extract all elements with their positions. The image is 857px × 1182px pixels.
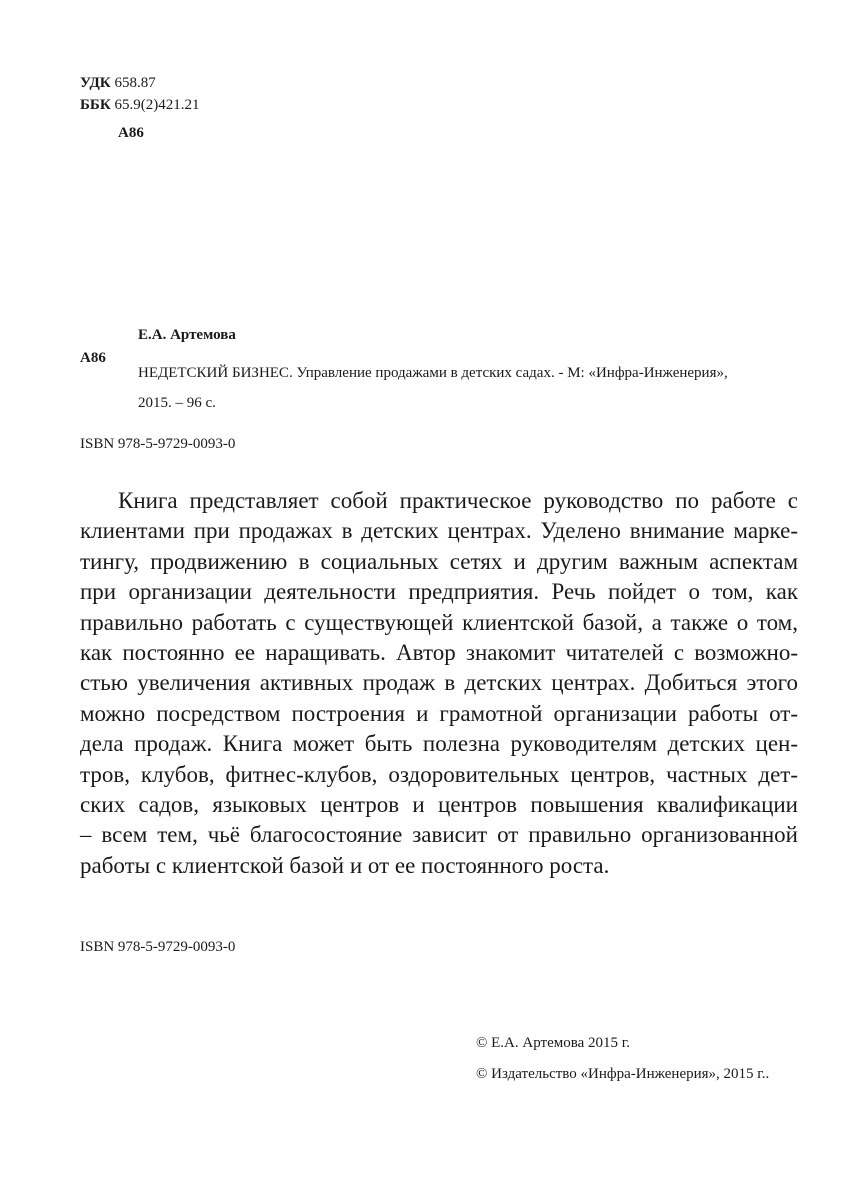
annotation-line: Книга представляет собой практическое руководство по работе с: [118, 488, 798, 513]
title-line-2: 2015. – 96 с.: [138, 395, 216, 411]
annotation-line: тингу, продвижению в социальных сетях и другим важным аспектам: [80, 548, 798, 574]
copyright-publisher: © Издательство «Инфра-Инженерия», 2015 г..: [476, 1066, 770, 1082]
annotation-line: как постоянно ее наращивать. Автор знакомит читателей с возможно-: [80, 639, 798, 665]
annotation-line: дела продаж. Книга может быть полезна руководителям детских цен-: [80, 731, 798, 757]
annotation-line: при организации деятельности предприятия. Речь пойдет о том, как: [80, 579, 798, 605]
classification-codes: [80, 72, 199, 116]
bbk-value: 65.9(2)421.21: [114, 97, 200, 113]
annotation-line: ских садов, языковых центров и центров повышения квалификации: [80, 791, 798, 817]
isbn-top: ISBN 978-5-9729-0093-0: [80, 436, 236, 452]
udk-row: [80, 72, 199, 94]
annotation-paragraph: [80, 486, 798, 881]
annotation-line: стью увеличения активных продаж в детских центрах. Добиться этого: [80, 670, 798, 696]
annotation-line: клиентами при продажах в детских центрах. Уделено внимание марке-: [80, 518, 798, 544]
annotation-line: – всем тем, чьё благосостояние зависит от правильно организованной: [80, 822, 798, 848]
udk-value: 658.87: [114, 75, 156, 91]
title-line-1: НЕДЕТСКИЙ БИЗНЕС. Управление продажами в детских садах. - М: «Инфра-Инженерия»,: [138, 365, 728, 381]
annotation-line: работы с клиентской базой и от ее постоянного роста.: [80, 852, 610, 878]
annotation-line: тров, клубов, фитнес-клубов, оздоровительных центров, частных дет-: [80, 761, 798, 787]
bibliographic-description: [138, 358, 800, 418]
isbn-bottom: ISBN 978-5-9729-0093-0: [80, 939, 236, 955]
bbk-label: ББК: [80, 97, 111, 113]
author-name: Е.А. Артемова: [138, 327, 236, 343]
annotation-line: правильно работать с существующей клиентской базой, а также о том,: [80, 609, 798, 635]
bbk-row: [80, 94, 199, 116]
author-mark-side: А86: [80, 350, 106, 366]
udk-label: УДК: [80, 75, 111, 91]
annotation-line: можно посредством построения и грамотной организации работы от-: [80, 700, 798, 726]
author-mark-top: А86: [118, 125, 144, 141]
copyright-author: © Е.А. Артемова 2015 г.: [476, 1035, 630, 1051]
